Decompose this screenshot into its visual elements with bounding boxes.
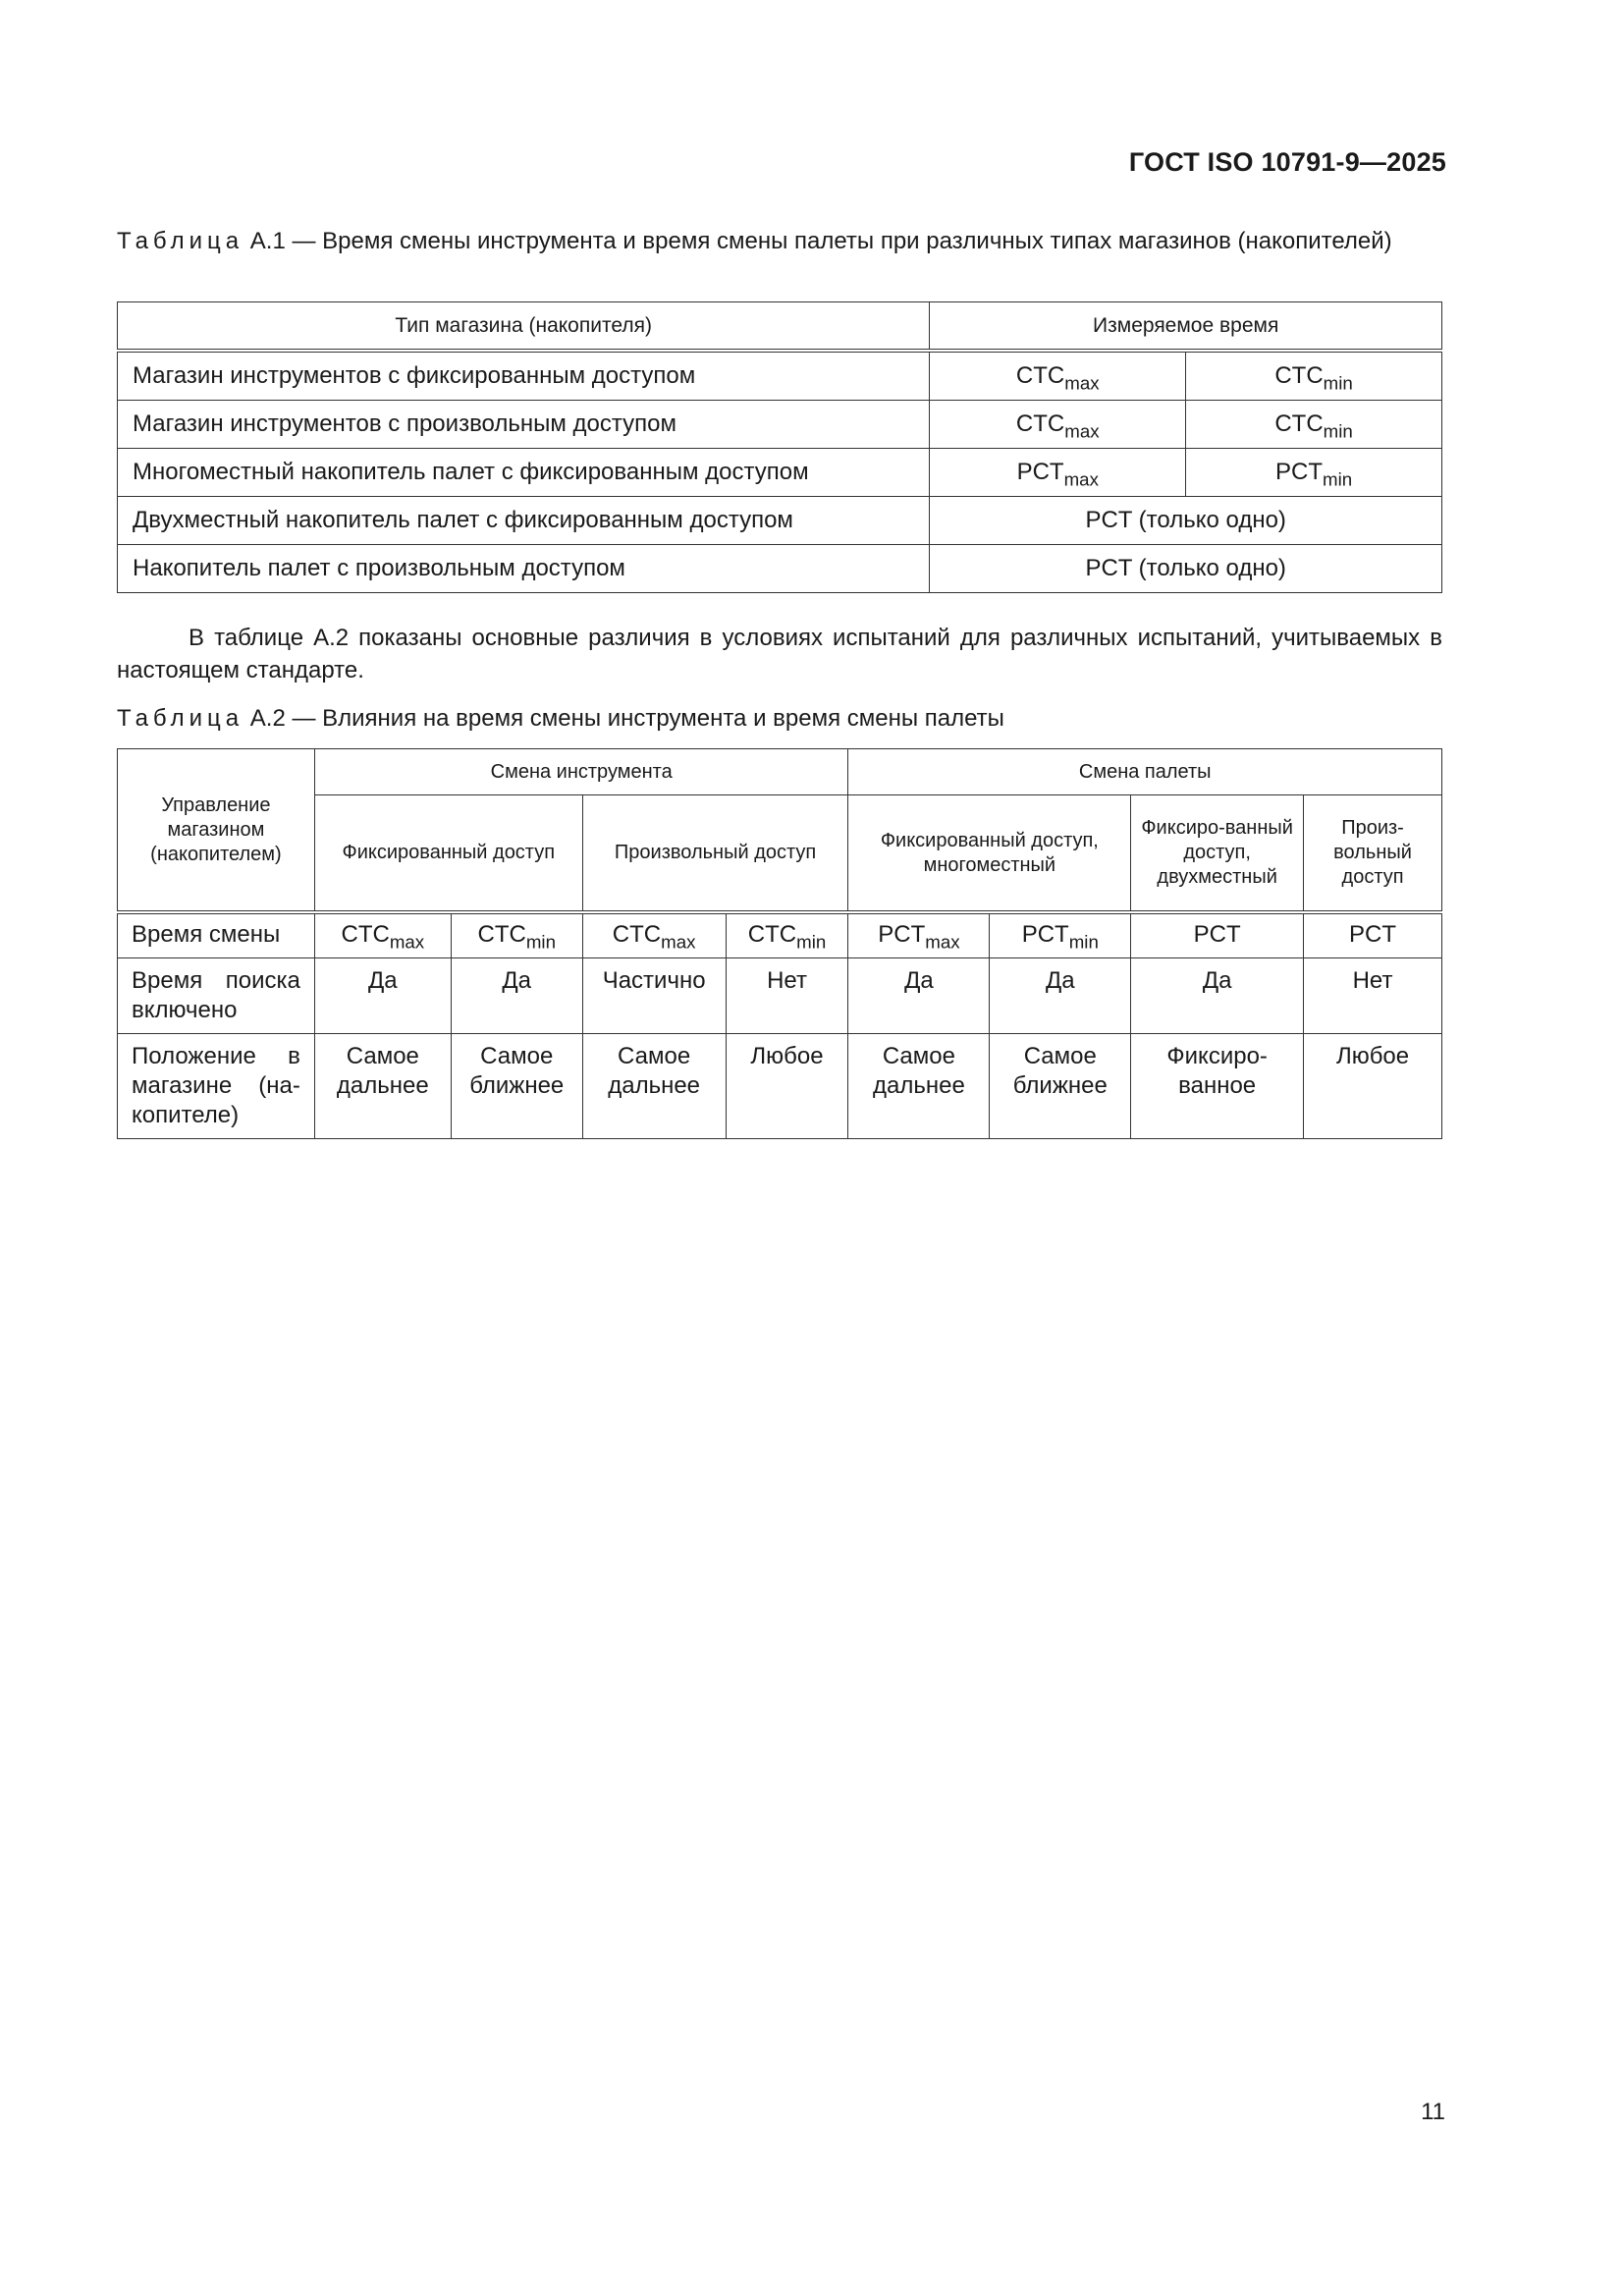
table-a2-row-label: Время поиска включено	[118, 958, 315, 1034]
table-a1-cell-min: $PCT_{min}$	[1186, 449, 1442, 497]
table-cell: Самое дальнее	[314, 1034, 451, 1139]
table-row	[118, 1034, 1442, 1139]
table-a2-header-control: Управление магазином (накопителем)	[118, 749, 315, 913]
table-cell: Самое ближнее	[451, 1034, 582, 1139]
table-a1-cell-min: $CTC_{min}$	[1186, 401, 1442, 449]
table-cell: Да	[848, 958, 990, 1034]
table-a1-caption-text: А.1 — Время смены инструмента и время смены палеты при различных типах магазинов (накопителей)	[243, 228, 1392, 254]
table-a2-caption-text: А.2 — Влияния на время смены инструмента и время смены палеты	[243, 705, 1004, 732]
table-cell: $CTC_{max}$	[582, 912, 726, 958]
table-cell: $CTC_{max}$	[314, 912, 451, 958]
table-row	[118, 401, 1442, 449]
table-a2-header-row-1	[118, 749, 1442, 795]
table-a1-cell-type: Двухместный накопитель палет с фиксированным доступом	[118, 497, 930, 545]
table-a1-cell-max: $CTC_{max}$	[930, 401, 1186, 449]
table-a1-cell-type: Магазин инструментов с произвольным доступом	[118, 401, 930, 449]
table-cell: Нет	[1304, 958, 1442, 1034]
table-cell: Любое	[726, 1034, 848, 1139]
table-row	[118, 958, 1442, 1034]
table-row	[118, 449, 1442, 497]
table-a1-cell-min: $CTC_{min}$	[1186, 351, 1442, 401]
table-cell: PCT	[1304, 912, 1442, 958]
table-a1-cell-max: $CTC_{max}$	[930, 351, 1186, 401]
table-cell: Да	[451, 958, 582, 1034]
table-a2-header-pallet-change: Смена палеты	[848, 749, 1442, 795]
table-a1-header-row	[118, 302, 1442, 352]
table-cell: $CTC_{min}$	[451, 912, 582, 958]
table-a1-caption-label: Таблица	[117, 228, 244, 254]
table-cell: Любое	[1304, 1034, 1442, 1139]
table-cell: Нет	[726, 958, 848, 1034]
table-a1-cell-type: Многоместный накопитель палет с фиксированным доступом	[118, 449, 930, 497]
table-a1-cell-merged: PCT (только одно)	[930, 545, 1442, 593]
table-a1	[117, 301, 1442, 593]
table-cell: $PCT_{max}$	[848, 912, 990, 958]
table-a1-caption	[117, 227, 1442, 256]
table-cell: Самое дальнее	[848, 1034, 990, 1139]
table-a2-row-label: Положение в магазине (на-копителе)	[118, 1034, 315, 1139]
table-cell: $PCT_{min}$	[990, 912, 1131, 958]
table-a2	[117, 748, 1442, 1139]
table-a2-caption	[117, 704, 1442, 734]
table-a2-header-tool-random: Произвольный доступ	[582, 795, 848, 913]
table-a2-header-tool-change: Смена инструмента	[314, 749, 848, 795]
table-a1-cell-type: Накопитель палет с произвольным доступом	[118, 545, 930, 593]
table-a2-header-pallet-fixed-two: Фиксиро-ванный доступ, двухместный	[1131, 795, 1304, 913]
table-cell: Да	[1131, 958, 1304, 1034]
table-row	[118, 497, 1442, 545]
table-cell: Частично	[582, 958, 726, 1034]
table-a2-header-row-2	[118, 795, 1442, 913]
table-a2-header-pallet-random: Произ-вольный доступ	[1304, 795, 1442, 913]
document-code: ГОСТ ISO 10791-9—2025	[1128, 147, 1446, 177]
table-a2-header-pallet-fixed-multi: Фиксированный доступ, многоместный	[848, 795, 1131, 913]
table-cell: Да	[990, 958, 1131, 1034]
table-cell: $CTC_{min}$	[726, 912, 848, 958]
table-cell: PCT	[1131, 912, 1304, 958]
table-cell: Самое дальнее	[582, 1034, 726, 1139]
table-a2-row-label: Время смены	[118, 912, 315, 958]
table-cell: Да	[314, 958, 451, 1034]
table-a2-caption-label: Таблица	[117, 705, 244, 732]
table-a1-cell-type: Магазин инструментов с фиксированным доступом	[118, 351, 930, 401]
page-number: 11	[1421, 2099, 1445, 2125]
table-a1-cell-merged: PCT (только одно)	[930, 497, 1442, 545]
table-cell: Фиксиро-ванное	[1131, 1034, 1304, 1139]
table-a1-header-measured: Измеряемое время	[930, 302, 1442, 352]
table-row	[118, 912, 1442, 958]
table-row	[118, 351, 1442, 401]
table-cell: Самое ближнее	[990, 1034, 1131, 1139]
table-a1-cell-max: $PCT_{max}$	[930, 449, 1186, 497]
body-paragraph: В таблице А.2 показаны основные различия в условиях испытаний для различных испытаний, учитываемых в настоящем стандарте.	[117, 625, 1442, 683]
table-a2-header-tool-fixed: Фиксированный доступ	[314, 795, 582, 913]
table-row	[118, 545, 1442, 593]
table-a1-header-type: Тип магазина (накопителя)	[118, 302, 930, 352]
